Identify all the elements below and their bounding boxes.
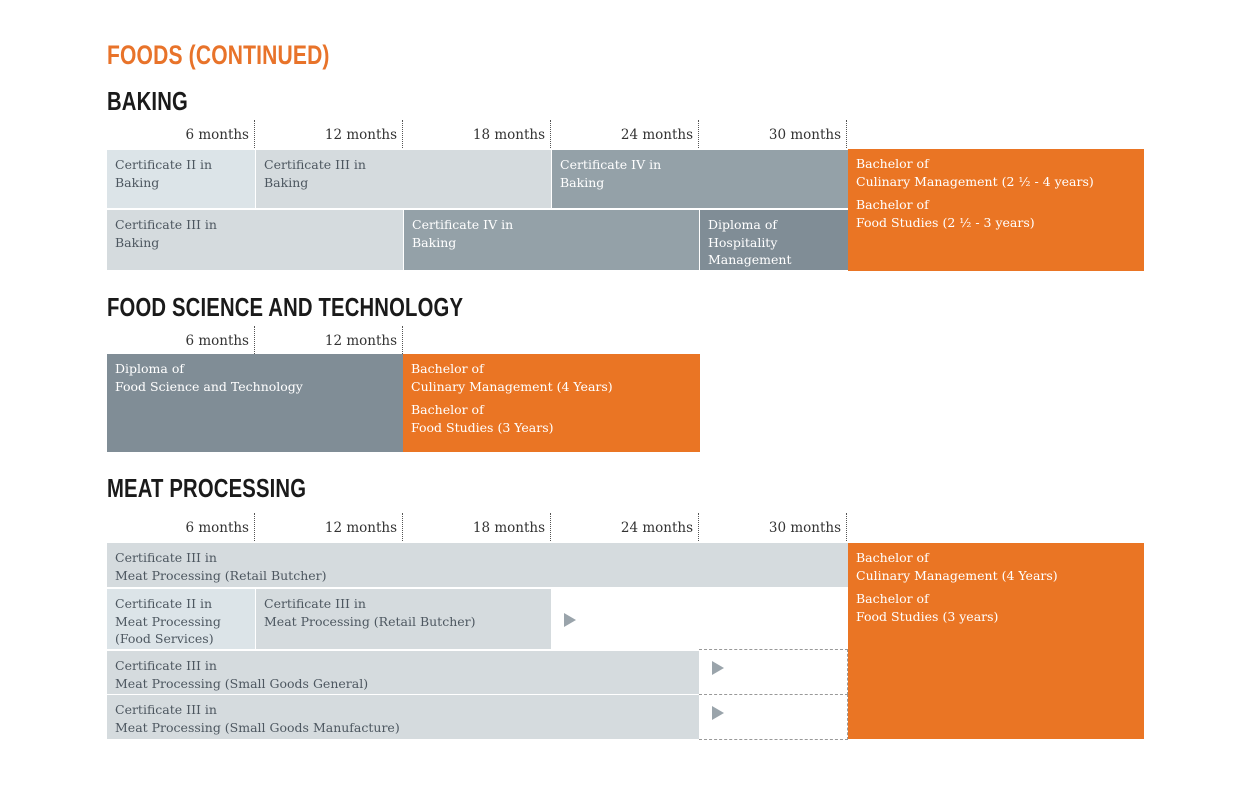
timeline-tick: 24 months: [551, 120, 699, 148]
timeline-tick: 6 months: [107, 326, 255, 354]
play-arrow-icon: [712, 661, 724, 675]
degree-box-meat: [848, 543, 1144, 739]
degree-line: Bachelor of: [856, 197, 929, 212]
course-line: Certificate III in: [115, 550, 217, 565]
course-line: Baking: [560, 174, 605, 190]
course-box-diploma-hospitality: [700, 210, 848, 270]
course-line: Management: [708, 252, 792, 267]
degree-line: Food Studies (3 Years): [411, 419, 554, 435]
degree-line: Bachelor of: [856, 550, 929, 565]
course-line: Meat Processing: [115, 613, 221, 629]
timeline-tick: 12 months: [255, 120, 403, 148]
course-box-meat-small-goods-manufacture: [107, 695, 699, 739]
timeline-tick: 12 months: [255, 513, 403, 541]
course-box-cert2-baking: [107, 150, 255, 208]
degree-line: Food Studies (2 ½ - 3 years): [856, 214, 1035, 230]
timeline-tick: 18 months: [403, 513, 551, 541]
course-line: Certificate III in: [115, 217, 217, 232]
course-line: Hospitality: [708, 234, 778, 250]
section-title-meat: MEAT PROCESSING: [107, 473, 307, 503]
course-box-meat-retail-butcher: [107, 543, 848, 587]
degree-line: Bachelor of: [856, 156, 929, 171]
degree-box-baking: [848, 149, 1144, 271]
course-line: Meat Processing (Small Goods General): [115, 675, 369, 691]
course-line: Baking: [115, 234, 160, 250]
degree-line: Bachelor of: [856, 591, 929, 606]
degree-line: Culinary Management (2 ½ - 4 years): [856, 173, 1094, 189]
section-title-fst: FOOD SCIENCE AND TECHNOLOGY: [107, 292, 464, 322]
timeline-tick: 18 months: [403, 120, 551, 148]
course-line: (Food Services): [115, 631, 214, 646]
course-line: Diploma of: [115, 361, 184, 376]
course-line: Meat Processing (Retail Butcher): [115, 567, 327, 583]
course-line: Certificate IV in: [560, 157, 662, 172]
timeline-tick: 30 months: [699, 120, 847, 148]
degree-line: Food Studies (3 years): [856, 608, 999, 624]
course-line: Certificate III in: [264, 157, 366, 172]
course-line: Baking: [412, 234, 457, 250]
degree-line: Culinary Management (4 Years): [856, 567, 1058, 583]
timeline-tick: 30 months: [699, 513, 847, 541]
course-box-cert4-baking-alt: [404, 210, 699, 270]
degree-line: Bachelor of: [411, 402, 484, 417]
course-line: Baking: [115, 174, 160, 190]
course-box-diploma-fst: [107, 354, 403, 452]
degree-box-fst: [403, 354, 700, 452]
course-line: Certificate II in: [115, 157, 213, 172]
course-line: Diploma of: [708, 217, 777, 232]
course-line: Certificate IV in: [412, 217, 514, 232]
degree-line: Culinary Management (4 Years): [411, 378, 613, 394]
course-line: Certificate II in: [115, 596, 213, 611]
course-line: Meat Processing (Small Goods Manufacture): [115, 719, 400, 735]
course-box-meat-retail-butcher-alt: [256, 589, 551, 649]
degree-line: Bachelor of: [411, 361, 484, 376]
course-line: Baking: [264, 174, 309, 190]
timeline-tick: 24 months: [551, 513, 699, 541]
course-line: Meat Processing (Retail Butcher): [264, 613, 476, 629]
course-box-meat-small-goods-general: [107, 651, 699, 694]
course-line: Food Science and Technology: [115, 378, 303, 394]
play-arrow-icon: [564, 613, 576, 627]
course-box-cert4-baking: [552, 150, 848, 208]
section-title-baking: BAKING: [107, 86, 188, 116]
course-box-cert3-baking-alt: [107, 210, 403, 270]
timeline-tick: 12 months: [255, 326, 403, 354]
course-line: Certificate III in: [264, 596, 366, 611]
course-line: Certificate III in: [115, 702, 217, 717]
course-box-meat-food-services: [107, 589, 255, 649]
course-line: Certificate III in: [115, 658, 217, 673]
timeline-tick: 6 months: [107, 120, 255, 148]
play-arrow-icon: [712, 706, 724, 720]
course-box-cert3-baking: [256, 150, 551, 208]
timeline-tick: 6 months: [107, 513, 255, 541]
page-title: FOODS (CONTINUED): [107, 40, 330, 70]
